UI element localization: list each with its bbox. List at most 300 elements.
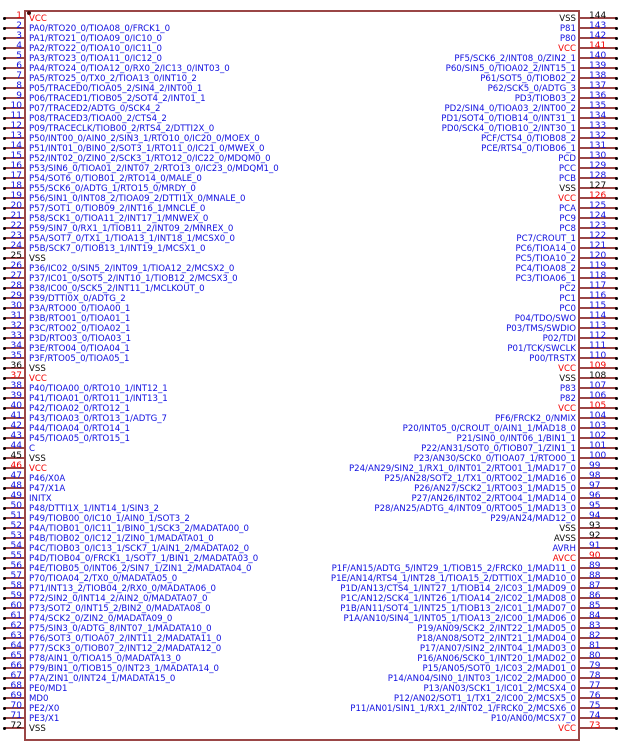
pin-connection-dot: [615, 257, 618, 260]
pin-connection-dot: [615, 167, 618, 170]
pin-connection-dot: [615, 347, 618, 350]
pin-connection-dot: [615, 557, 618, 560]
pin-connection-dot: [615, 607, 618, 610]
pin-name: P21/SIN0_0/INT06_1/BIN1_1: [456, 434, 576, 444]
pin-number: 76: [589, 691, 601, 701]
pin-number: 111: [589, 341, 607, 351]
pin-name: AVRH: [552, 544, 576, 554]
pin-number: 16: [10, 161, 22, 171]
pin-name: P15/AN05/SOT0_1/IC03_2/MAD01_0: [422, 664, 576, 674]
pin-connection-dot: [615, 727, 618, 730]
pin-name: PC4/TIOA08_2: [515, 264, 576, 274]
pin-name: P71/INT13_2/TIOB04_2/RX0_0/MADATA06_0: [29, 584, 216, 594]
pin-number: 85: [589, 601, 601, 611]
pin-number: 120: [589, 251, 607, 261]
pin-connection-dot: [615, 547, 618, 550]
pin-name: P04/TDO/SWO: [514, 314, 576, 324]
pin-connection-dot: [615, 697, 618, 700]
pin-name: P3A/RTO00_0/TIOA00_1: [29, 304, 131, 314]
pin-connection-dot: [615, 617, 618, 620]
pin-number: 62: [10, 621, 22, 631]
pin-name: PCD: [558, 154, 576, 164]
pin-number: 29: [10, 291, 22, 301]
pin-name: P4A/TIOB01_0/IC11_1/BIN0_1/SCK3_2/MADATA00_0: [29, 524, 249, 534]
pin-number: 50: [10, 501, 22, 511]
pin-number: 134: [589, 111, 607, 121]
pin-number: 60: [10, 601, 22, 611]
pin-number: 68: [10, 681, 22, 691]
pin-name: P60/SIN5_0/TIOA02_2/INT15_1: [445, 64, 576, 74]
pin-connection-dot: [615, 27, 618, 30]
pin-name: P28/AN25/ADTG_4/INT09_0/RTO05_1/MAD13_0: [374, 504, 576, 514]
pin-name: P72/SIN2_0/INT14_2/AIN2_0/MADATA07_0: [29, 594, 208, 604]
pin-name: P49/TIOB00_0/IC10_1/AIN0_1/SOT3_2: [29, 514, 190, 524]
pin-number: 41: [10, 411, 22, 421]
pin-name: P5B/SCK7_0/TIOB13_1/INT19_1/MCSX1_0: [29, 244, 206, 254]
pin-connection-dot: [615, 137, 618, 140]
pin-connection-dot: [615, 477, 618, 480]
pin-connection-dot: [615, 107, 618, 110]
pin-name: P73/SOT2_0/INT15_2/BIN2_0/MADATA08_0: [29, 604, 211, 614]
pin-number: 140: [589, 51, 607, 61]
pin-name: P4B/TIOB02_0/IC12_1/ZIN0_1/MADATA01_0: [29, 534, 214, 544]
pin-number: 63: [10, 631, 22, 641]
pin-connection-dot: [615, 297, 618, 300]
pin-number: 112: [589, 331, 607, 341]
pin-number: 129: [589, 161, 607, 171]
pin-number: 42: [10, 421, 22, 431]
pin-name: P39/DTTI0X_0/ADTG_2: [29, 294, 126, 304]
pin-name: VCC: [29, 464, 47, 474]
pin-number: 39: [10, 391, 22, 401]
pin-number: 86: [589, 591, 601, 601]
pin-number: 142: [589, 31, 607, 41]
pin-name: P4D/TIOB04_0/FRCK1_1/SOT7_1/BIN1_2/MADATA03_0: [29, 554, 259, 564]
pin-number: 109: [589, 361, 607, 371]
pin-name: P3E/RTO04_0/TIOA04_1: [29, 344, 130, 354]
pin-number: 55: [10, 551, 22, 561]
pin-number: 103: [589, 421, 607, 431]
pin-number: 131: [589, 141, 607, 151]
pin-connection-dot: [615, 147, 618, 150]
pin-connection-dot: [615, 467, 618, 470]
pin-name: PD3/TIOB03_2: [514, 94, 576, 104]
pin-name: P75/SIN3_0/ADTG_8/INT07_1/MADATA10_0: [29, 624, 212, 634]
pin-connection-dot: [615, 117, 618, 120]
pin-connection-dot: [615, 427, 618, 430]
pin-name: VCC: [558, 724, 576, 734]
pin-number: 47: [10, 471, 22, 481]
pin-number: 80: [589, 651, 601, 661]
pin-number: 99: [589, 461, 601, 471]
pin-name: VCC: [558, 364, 576, 374]
pin-name: PC8: [559, 224, 576, 234]
pin-name: P7A/ZIN1_0/INT24_1/MADATA15_0: [29, 674, 176, 684]
pin-number: 78: [589, 671, 601, 681]
pin-name: P76/SOT3_0/TIOA07_2/INT11_2/MADATA11_0: [29, 634, 222, 644]
pin-name: PE2/X0: [29, 704, 60, 714]
pin-connection-dot: [615, 177, 618, 180]
pin-connection-dot: [615, 277, 618, 280]
pin-number: 93: [589, 521, 601, 531]
pin-name: P14/AN04/SIN0_1/INT03_1/IC02_2/MAD00_0: [387, 674, 576, 684]
pin-name: P13/AN03/SCK1_1/IC01_2/MCSX4_0: [423, 684, 576, 694]
pin-number: 49: [10, 491, 22, 501]
pin-number: 72: [10, 721, 22, 731]
pin-number: 133: [589, 121, 607, 131]
pin-number: 144: [589, 11, 607, 21]
pin-connection-dot: [615, 17, 618, 20]
pin-number: 113: [589, 321, 607, 331]
pin-name: P44/TIOA04_0/RTO14_1: [29, 424, 130, 434]
pin-number: 136: [589, 91, 607, 101]
pin-name: P42/TIOA02_0/RTO12_1: [29, 404, 130, 414]
pin-name: P25/AN28/SOT2_1/TX1_0/RTO02_1/MAD16_0: [384, 474, 576, 484]
pin-number: 46: [10, 461, 22, 471]
pin-name: P17/AN07/SIN2_2/INT04_1/MAD03_0: [419, 644, 576, 654]
pin-connection-dot: [615, 487, 618, 490]
pin-name: PC9: [559, 214, 576, 224]
pin-name: PE0/MD1: [29, 684, 68, 694]
pin-name: P77/SCK3_0/TIOB07_2/INT12_2/MADATA12_0: [29, 644, 222, 654]
pin-name: P03/TMS/SWDIO: [506, 324, 576, 334]
pin-number: 43: [10, 431, 22, 441]
pin-connection-dot: [615, 97, 618, 100]
pin-name: P4E/TIOB05_0/INT06_2/SIN7_1/ZIN1_2/MADATA04_0: [29, 564, 252, 574]
pin-number: 36: [10, 361, 22, 371]
pin-number: 56: [10, 561, 22, 571]
pin-name: P08/TRACED3/TIOA00_2/CTS4_2: [29, 114, 167, 124]
pin-name: P51/INT01_0/BIN0_2/SOT3_1/RTO11_0/IC21_0/MWEX_0: [29, 144, 265, 154]
pin-number: 64: [10, 641, 22, 651]
pin-name: P78/AIN1_0/TIOA15_0/MADATA13_0: [29, 654, 181, 664]
pin-connection-dot: [615, 627, 618, 630]
pin-name: P37/IC01_0/SOT5_2/INT10_1/TIOB12_2/MCSX3_0: [29, 274, 238, 284]
pin-name: P83: [559, 384, 576, 394]
pin-name: PA3/RTO23_0/TIOA11_0/IC12_0: [29, 54, 162, 64]
pin-name: P12/AN02/SOT1_1/TX1_2/IC00_2/MCSX5_0: [393, 694, 576, 704]
pin-name: P23/AN30/SCK0_0/TIOA07_1/RTO00_1: [413, 454, 576, 464]
pin-number: 82: [589, 631, 601, 641]
pin-number: 87: [589, 581, 601, 591]
pin-name: AVCC: [552, 554, 576, 564]
pin-name: VCC: [558, 44, 576, 54]
pin-number: 127: [589, 181, 607, 191]
pin-number: 101: [589, 441, 607, 451]
pin-name: P1B/AN11/SOT4_1/INT25_1/TIOB13_2/IC01_1/MAD07_0: [340, 604, 576, 614]
pin-number: 10: [10, 101, 22, 111]
pin-number: 67: [10, 671, 22, 681]
pin-connection-dot: [615, 437, 618, 440]
pin-number: 30: [10, 301, 22, 311]
pin-number: 22: [10, 221, 22, 231]
pin-number: 89: [589, 561, 601, 571]
pin-name: PA5/RTO25_0/TX0_2/TIOA13_0/INT10_2: [29, 74, 197, 84]
pin-name: INITX: [29, 494, 52, 504]
pin-connection-dot: [615, 357, 618, 360]
pin-name: P43/TIOA03_0/RTO13_1/ADTG_7: [29, 414, 168, 424]
pin-number: 81: [589, 641, 601, 651]
pin-connection-dot: [615, 77, 618, 80]
pin-number: 32: [10, 321, 22, 331]
pin-name: PC5/TIOA10_2: [515, 254, 576, 264]
pin-number: 57: [10, 571, 22, 581]
pin-name: P52/INT02_0/ZIN0_2/SCK3_1/RTO12_0/IC22_0/MDQM0_0: [29, 154, 271, 164]
pin-number: 135: [589, 101, 607, 111]
pin-connection-dot: [615, 567, 618, 570]
pin-number: 104: [589, 411, 607, 421]
pin-name: P50/INT00_0/AIN0_2/SIN3_1/RTO10_0/IC20_0/MOEX_0: [29, 134, 260, 144]
pin-number: 33: [10, 331, 22, 341]
pin-number: 75: [589, 701, 601, 711]
pin-connection-dot: [615, 597, 618, 600]
pin-number: 122: [589, 231, 607, 241]
pin-connection-dot: [615, 457, 618, 460]
pin-name: P19/AN09/SCK2_2/INT22_1/MAD05_0: [417, 624, 576, 634]
pin-number: 35: [10, 351, 22, 361]
pin-number: 88: [589, 571, 601, 581]
pin-number: 25: [10, 251, 22, 261]
pin-number: 15: [10, 151, 22, 161]
pin-number: 106: [589, 391, 607, 401]
pin-name: PA4/RTO24_0/TIOA12_0/RX0_2/IC13_0/INT03_0: [29, 64, 230, 74]
pin-number: 143: [589, 21, 607, 31]
pin-name: P1D/AN13/CTS4_1/INT27_1/TIOB14_2/IC03_1/MAD09_0: [340, 584, 576, 594]
pin-name: P40/TIOA00_0/RTO10_1/INT12_1: [29, 384, 168, 394]
pin-number: 3: [16, 31, 22, 41]
pin-connection-dot: [615, 707, 618, 710]
pin-number: 13: [10, 131, 22, 141]
pin-name: VCC: [558, 404, 576, 414]
pin-number: 51: [10, 511, 22, 521]
pin-number: 5: [16, 51, 22, 61]
pin-number: 58: [10, 581, 22, 591]
pin-number: 91: [589, 541, 601, 551]
pin-name: P22/AN31/SOT0_0/TIOB07_1/ZIN1_1: [421, 444, 576, 454]
pin-number: 83: [589, 621, 601, 631]
pin-name: P10/AN00/MCSX7_0: [490, 714, 576, 724]
pin-name: P82: [559, 394, 576, 404]
pin-number: 114: [589, 311, 607, 321]
pin-name: PC6/TIOA14_0: [515, 244, 576, 254]
pin-name: PD2/SIN4_0/TIOA03_2/INT00_2: [444, 104, 576, 114]
pin-number: 118: [589, 271, 607, 281]
pin-name: PC3/TIOA06_1: [515, 274, 576, 284]
pin-name: P46/X0A: [29, 474, 66, 484]
pin-name: PE3/X1: [29, 714, 60, 724]
pin-number: 125: [589, 201, 607, 211]
pin-connection-dot: [615, 387, 618, 390]
pin-number: 45: [10, 451, 22, 461]
pin-connection-dot: [615, 207, 618, 210]
pin-name: VCC: [558, 194, 576, 204]
pin-name: P4C/TIOB03_0/IC13_1/SCK7_1/AIN1_2/MADATA02_0: [29, 544, 250, 554]
pin-number: 126: [589, 191, 607, 201]
pin-connection-dot: [615, 67, 618, 70]
pin-name: P3B/RTO01_0/TIOA01_1: [29, 314, 131, 324]
pin-connection-dot: [615, 237, 618, 240]
pin-name: PCC: [558, 164, 576, 174]
pin-name: P53/SIN6_0/TIOA01_2/INT07_2/RTO13_0/IC23_0/MDQM1_0: [29, 164, 279, 174]
pin-number: 21: [10, 211, 22, 221]
pin-name: P80: [559, 34, 576, 44]
pin-name: PD1/SOT4_0/TIOB14_0/INT31_1: [441, 114, 576, 124]
pin-connection-dot: [615, 497, 618, 500]
pin-number: 128: [589, 171, 607, 181]
pin-number: 123: [589, 221, 607, 231]
pin-name: P20/INT05_0/CROUT_0/AIN1_1/MAD18_0: [402, 424, 576, 434]
pin-connection-dot: [615, 317, 618, 320]
pin-name: P3D/RTO03_0/TIOA03_1: [29, 334, 132, 344]
pin-number: 26: [10, 261, 22, 271]
pin-name: VSS: [29, 724, 46, 734]
pin-number: 23: [10, 231, 22, 241]
pin-number: 92: [589, 531, 601, 541]
pin-number: 117: [589, 281, 607, 291]
pin-name: P3F/RTO05_0/TIOA05_1: [29, 354, 130, 364]
pin-connection-dot: [615, 677, 618, 680]
pin-number: 94: [589, 511, 601, 521]
pin-name: P26/AN27/SCK2_1/RTO03_1/MAD15_0: [414, 484, 576, 494]
pin-name: VCC: [29, 14, 47, 24]
pin-name: P16/AN06/SCK0_1/INT20_1/MAD02_0: [417, 654, 576, 664]
pin-connection-dot: [615, 157, 618, 160]
pin-name: VCC: [29, 374, 47, 384]
pin-name: VSS: [29, 254, 46, 264]
pin-connection-dot: [615, 717, 618, 720]
pin-name: P48/DTTI1X_1/INT14_1/SIN3_2: [29, 504, 159, 514]
pin-name: P41/TIOA01_0/RTO11_1/INT13_1: [29, 394, 168, 404]
pin-number: 53: [10, 531, 22, 541]
pin-connection-dot: [615, 187, 618, 190]
pin-name: VSS: [559, 14, 576, 24]
pin-name: P61/SOT5_0/TIOB02_2: [480, 74, 576, 84]
pin-name: P5A/SOT7_0/TX1_1/TIOA13_1/INT18_1/MCSX0_0: [29, 234, 235, 244]
pin-number: 54: [10, 541, 22, 551]
pin-number: 4: [16, 41, 22, 51]
pin-number: 130: [589, 151, 607, 161]
pin-connection-dot: [615, 367, 618, 370]
pin-number: 70: [10, 701, 22, 711]
pin-number: 37: [10, 371, 22, 381]
pin-name: P3C/RTO02_0/TIOA02_1: [29, 324, 131, 334]
pin-name: PCB: [558, 174, 576, 184]
pin-name: P58/SCK1_0/TIOA11_2/INT17_1/MNWEX_0: [29, 214, 209, 224]
pin-name: PCA: [558, 204, 576, 214]
pin-name: P1A/AN10/SIN4_1/INT05_1/TIOA13_2/IC00_1/MAD06_0: [343, 614, 576, 624]
pin-name: P81: [559, 24, 576, 34]
pin-number: 110: [589, 351, 607, 361]
pin-number: 84: [589, 611, 601, 621]
pin-number: 141: [589, 41, 607, 51]
pin-name: P07/TRACED2/ADTG_0/SCK4_2: [29, 104, 161, 114]
pin-number: 1: [16, 11, 22, 21]
pin-name: PC2: [559, 284, 576, 294]
pin-number: 132: [589, 131, 607, 141]
pin-connection-dot: [615, 307, 618, 310]
pin-number: 69: [10, 691, 22, 701]
pin-connection-dot: [615, 577, 618, 580]
pin-connection-dot: [615, 47, 618, 50]
pin-number: 90: [589, 551, 601, 561]
pin-name: PCF/CTS4_0/TIOB08_2: [481, 134, 576, 144]
pin-name: P1E/AN14/RTS4_1/INT28_1/TIOA15_2/DTTI0X_1/MAD10_0: [330, 574, 576, 584]
pin-number: 17: [10, 171, 22, 181]
pin-number: 119: [589, 261, 607, 271]
pin-name: P11/AN01/SIN1_1/RX1_2/INT02_1/FRCK0_2/MCSX6_0: [350, 704, 576, 714]
pin-number: 124: [589, 211, 607, 221]
pin-connection-dot: [615, 287, 618, 290]
pin-connection-dot: [615, 507, 618, 510]
pin-connection-dot: [615, 197, 618, 200]
pin-name: P24/AN29/SIN2_1/RX1_0/INT01_2/RTO01_1/MAD17_0: [348, 464, 576, 474]
pin-name: P57/SOT1_0/TIOB09_2/INT16_1/MNCLE_0: [29, 204, 206, 214]
pin-name: VSS: [29, 364, 46, 374]
pin-number: 97: [589, 481, 601, 491]
pin-name: P36/IC02_0/SIN5_2/INT09_1/TIOA12_2/MCSX2_0: [29, 264, 235, 274]
pin-connection-dot: [615, 37, 618, 40]
pin-name: P27/AN26/INT02_2/RTO04_1/MAD14_0: [411, 494, 576, 504]
pin-number: 139: [589, 61, 607, 71]
pin-number: 66: [10, 661, 22, 671]
pin-name: P45/TIOA05_0/RTO15_1: [29, 434, 130, 444]
pin-number: 74: [589, 711, 601, 721]
pin-name: P00/TRSTX: [529, 354, 576, 364]
pin-number: 27: [10, 271, 22, 281]
pin-name: PA1/RTO21_0/TIOA09_0/IC10_0: [29, 34, 162, 44]
pin-number: 7: [16, 71, 22, 81]
pin-name: P62/SCK5_0/ADTG_3: [487, 84, 576, 94]
pin-number: 138: [589, 71, 607, 81]
pin-number: 9: [16, 91, 22, 101]
pin-number: 107: [589, 381, 607, 391]
pin-connection-dot: [615, 397, 618, 400]
pin-connection-dot: [615, 247, 618, 250]
pin-number: 115: [589, 301, 607, 311]
pin-name: P47/X1A: [29, 484, 66, 494]
pin-connection-dot: [615, 337, 618, 340]
pin-name: PF6/FRCK2_0/NMIX: [494, 414, 576, 424]
pin-name: P70/TIOA04_2/TX0_0/MADATA05_0: [29, 574, 178, 584]
pin-name: P29/AN24/MAD12_0: [490, 514, 576, 524]
pin-number: 71: [10, 711, 22, 721]
pin-connection-dot: [615, 127, 618, 130]
pin-number: 24: [10, 241, 22, 251]
pin-connection-dot: [615, 637, 618, 640]
pin-name: P01/TCK/SWCLK: [507, 344, 576, 354]
pin-connection-dot: [615, 587, 618, 590]
pin-name: AVSS: [553, 534, 576, 544]
pin-connection-dot: [615, 87, 618, 90]
pin-name: P54/SOT6_0/TIOB01_2/RTO14_0/MALE_0: [29, 174, 202, 184]
pin-number: 95: [589, 501, 601, 511]
pin-connection-dot: [615, 267, 618, 270]
pin-name: PC7/CROUT_1: [516, 234, 576, 244]
pin-name: P56/SIN1_0/INT08_2/TIOA09_2/DTTI1X_0/MNALE_0: [29, 194, 246, 204]
pin-connection-dot: [615, 447, 618, 450]
pin-connection-dot: [615, 417, 618, 420]
pin-number: 59: [10, 591, 22, 601]
pin-number: 96: [589, 491, 601, 501]
pin-name: VSS: [559, 184, 576, 194]
pin-name: P05/TRACED0/TIOA05_2/SIN4_2/INT00_1: [29, 84, 203, 94]
pin-connection-dot: [615, 657, 618, 660]
pin-number: 40: [10, 401, 22, 411]
pin-number: 6: [16, 61, 22, 71]
pin-number: 12: [10, 121, 22, 131]
pin-connection-dot: [615, 407, 618, 410]
pin-number: 121: [589, 241, 607, 251]
